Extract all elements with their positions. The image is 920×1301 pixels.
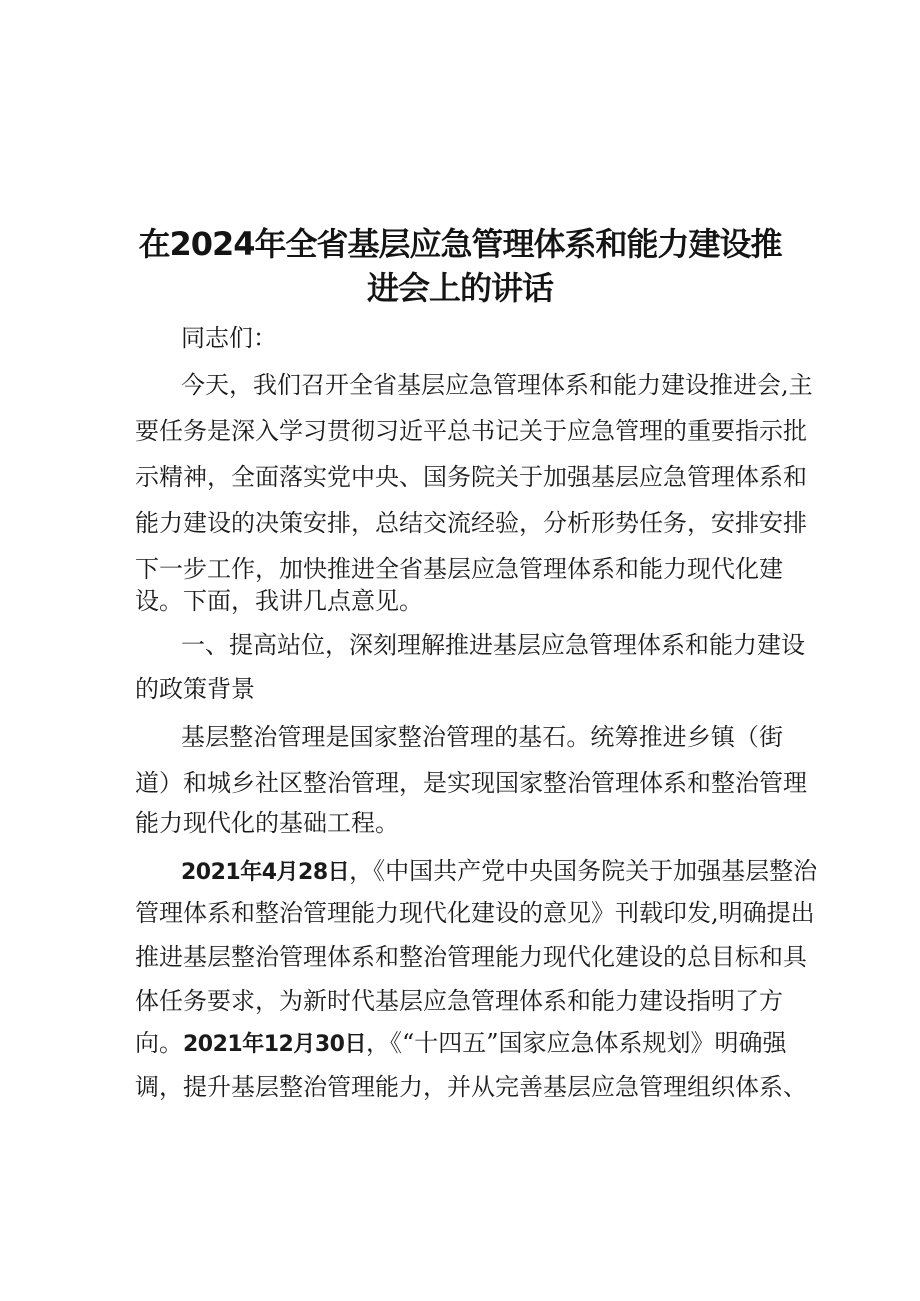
paragraph-line: 能力现代化的基础工程。 — [135, 809, 399, 837]
paragraph-line: 要任务是深入学习贯彻习近平总书记关于应急管理的重要指示批 — [135, 417, 807, 445]
document-title-line-2: 进会上的讲话 — [366, 269, 553, 307]
paragraph-line: 设。下面，我讲几点意见。 — [135, 587, 423, 615]
paragraph-line: 体任务要求，为新时代基层应急管理体系和能力建设指明了方 — [135, 987, 783, 1015]
section-heading-line: 的政策背景 — [135, 675, 255, 703]
document-title-line-1: 在2024年全省基层应急管理体系和能力建设推 — [138, 225, 782, 263]
paragraph-line: 能力建设的决策安排，总结交流经验，分析形势任务，安排安排 — [135, 509, 807, 537]
paragraph-line: 道）和城乡社区整治管理，是实现国家整治管理体系和整治管理 — [135, 769, 807, 797]
paragraph-line-text: ，《中国共产党中央国务院关于加强基层整治 — [349, 857, 818, 885]
paragraph-line — [135, 1020, 787, 1068]
section-heading-line: 一、提高站位，深刻理解推进基层应急管理体系和能力建设 — [181, 631, 805, 659]
paragraph-line: 示精神，全面落实党中央、国务院关于加强基层应急管理体系和 — [135, 463, 807, 491]
paragraph-line: 下一步工作，加快推进全省基层应急管理体系和能力现代化建 — [135, 555, 783, 583]
paragraph-line-text: ，《“十四五”国家应急体系规划》明确强 — [365, 1029, 787, 1057]
paragraph-line-prefix: 向。 — [135, 1029, 183, 1057]
paragraph-line: 基层整治管理是国家整治管理的基石。统筹推进乡镇（街 — [181, 723, 783, 751]
paragraph-line: 推进基层整治管理体系和整治管理能力现代化建设的总目标和具 — [135, 943, 807, 971]
paragraph-line: 调，提升基层整治管理能力，并从完善基层应急管理组织体系、 — [135, 1073, 807, 1101]
paragraph-line: 今天，我们召开全省基层应急管理体系和能力建设推进会,主 — [181, 371, 813, 399]
date-text: 2021年12月30日 — [183, 1032, 366, 1057]
greeting: 同志们： — [181, 324, 277, 352]
paragraph-line — [181, 848, 817, 896]
paragraph-line: 管理体系和整治管理能力现代化建设的意见》刊载印发,明确提出 — [135, 899, 815, 927]
date-text: 2021年4月28日 — [181, 860, 350, 885]
